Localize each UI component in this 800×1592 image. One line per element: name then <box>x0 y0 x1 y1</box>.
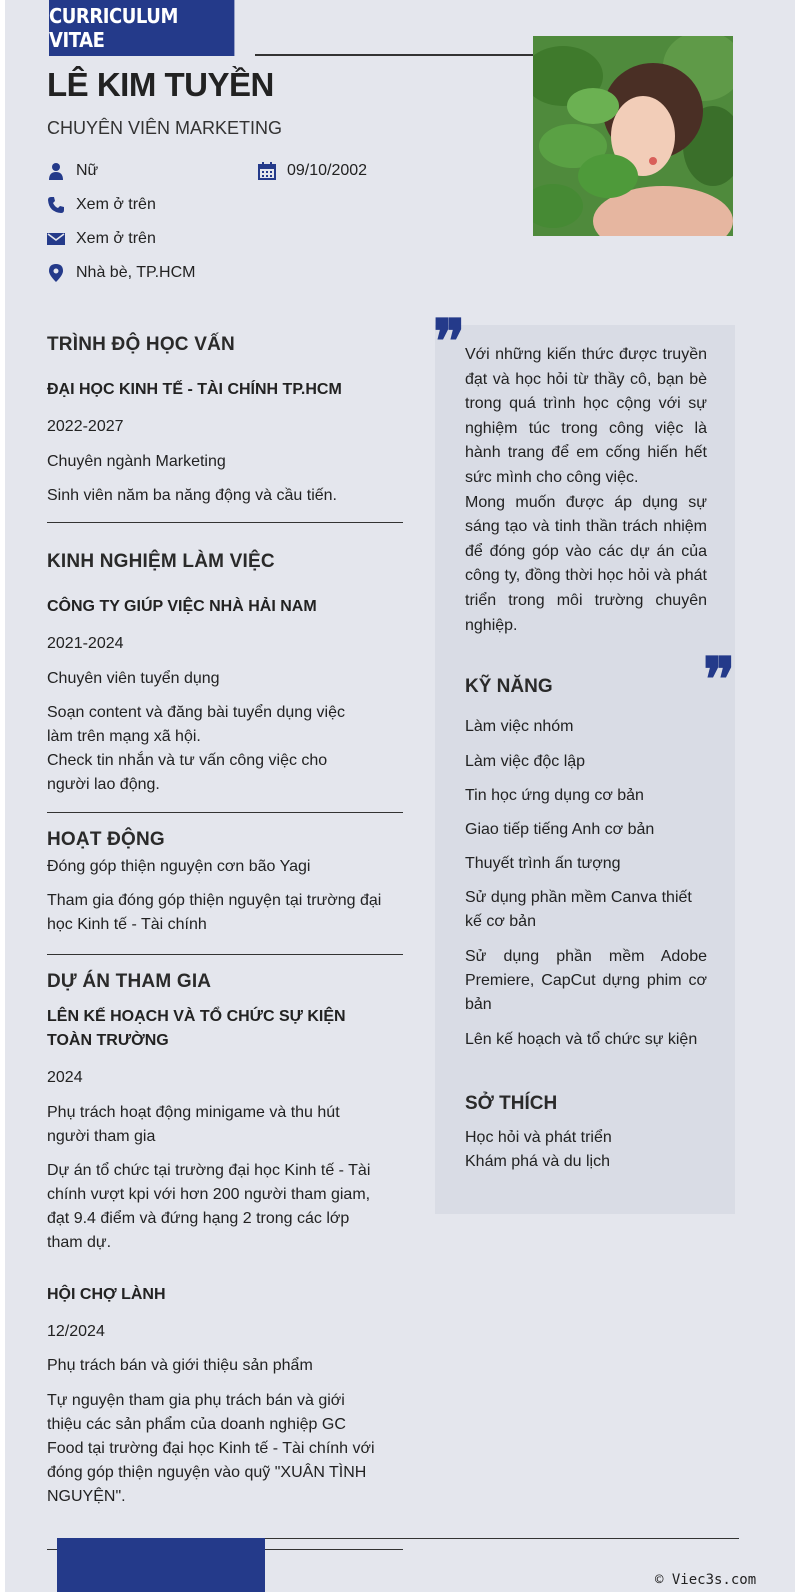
experience-company: CÔNG TY GIÚP VIỆC NHÀ HẢI NAM <box>47 598 317 615</box>
person-icon <box>47 162 65 180</box>
activity-item-1: Đóng góp thiện nguyện cơn bão Yagi <box>47 858 311 875</box>
education-divider <box>47 522 403 523</box>
experience-duty-1: Soạn content và đăng bài tuyển dụng việc làm trên mạng xã hội. <box>47 704 345 745</box>
hobbies-heading: SỞ THÍCH <box>465 1093 558 1114</box>
education-period: 2022-2027 <box>47 418 124 435</box>
email-value: Xem ở trên <box>76 230 156 247</box>
activities-heading: HOẠT ĐỘNG <box>47 829 165 850</box>
candidate-title: CHUYÊN VIÊN MARKETING <box>47 118 283 138</box>
skill-item: Sử dụng phần mềm Adobe Premiere, CapCut dựng phim cơ bản <box>465 948 707 1013</box>
skill-item: Giao tiếp tiếng Anh cơ bản <box>465 821 655 838</box>
mail-icon <box>47 230 65 248</box>
experience-divider <box>47 812 403 813</box>
skills-heading: KỸ NĂNG <box>465 676 553 697</box>
project-2-title: HỘI CHỢ LÀNH <box>47 1286 166 1303</box>
summary-paragraph-1: Với những kiến thức được truyền đạt và học hỏi từ thầy cô, bạn bè trong quá trình học cộng với sự nghiệm túc trong công việc là hành trang để em cống hiến hết sức mình cho công việc. <box>465 346 707 486</box>
phone-row <box>47 196 156 214</box>
open-quote-icon: ❞ <box>433 307 466 377</box>
skill-item: Lên kế hoạch và tổ chức sự kiện <box>465 1031 698 1048</box>
phone-value: Xem ở trên <box>76 196 156 213</box>
gender-value: Nữ <box>76 162 99 179</box>
email-row <box>47 230 156 248</box>
education-school: ĐẠI HỌC KINH TẾ - TÀI CHÍNH TP.HCM <box>47 381 342 398</box>
project-1-role: Phụ trách hoạt động minigame và thu hút người tham gia <box>47 1104 340 1145</box>
project-1-title: LÊN KẾ HOẠCH VÀ TỔ CHỨC SỰ KIỆN TOÀN TRƯỜNG <box>47 1008 346 1049</box>
profile-photo <box>533 36 733 236</box>
project-1-description: Dự án tổ chức tại trường đại học Kinh tế - Tài chính vượt kpi với hơn 200 người tham giam, đạt 9.4 điểm và đứng hạng 2 trong các lớp tham dự. <box>47 1162 371 1251</box>
portrait-image <box>533 36 733 236</box>
header-divider <box>255 54 533 56</box>
bottom-banner <box>57 1538 265 1592</box>
summary-paragraph-2: Mong muốn được áp dụng sự sáng tạo và tinh thần trách nhiệm để đóng góp vào các dự án của công ty, đồng thời học hỏi và phát triển trong môi trường chuyên nghiệp. <box>465 493 707 634</box>
career-summary <box>465 343 707 638</box>
project-2-description: Tự nguyện tham gia phụ trách bán và giới thiệu các sản phẩm của doanh nghiệp GC Food tại trường đại học Kinh tế - Tài chính với đóng góp thiện nguyện vào quỹ "XUÂN TÌNH NGUYỆN". <box>47 1392 375 1505</box>
experience-position: Chuyên viên tuyển dụng <box>47 670 220 687</box>
experience-duty-2: Check tin nhắn và tư vấn công việc cho người lao động. <box>47 752 328 793</box>
activity-item-2: Tham gia đóng góp thiện nguyện tại trường đại học Kinh tế - Tài chính <box>47 892 382 933</box>
address-row <box>47 264 195 282</box>
phone-icon <box>47 196 65 214</box>
candidate-name: LÊ KIM TUYỀN <box>47 66 274 103</box>
birthdate-row <box>258 162 367 180</box>
project-2-date: 12/2024 <box>47 1323 105 1340</box>
address-value: Nhà bè, TP.HCM <box>76 264 196 281</box>
skill-item: Làm việc nhóm <box>465 718 574 735</box>
experience-period: 2021-2024 <box>47 635 124 652</box>
location-pin-icon <box>47 264 65 282</box>
project-2-role: Phụ trách bán và giới thiệu sản phẩm <box>47 1357 313 1374</box>
education-heading: TRÌNH ĐỘ HỌC VẤN <box>47 334 235 355</box>
experience-heading: KINH NGHIỆM LÀM VIỆC <box>47 551 275 572</box>
birthdate-value: 09/10/2002 <box>287 162 368 179</box>
skill-item: Làm việc độc lập <box>465 753 586 770</box>
gender-row <box>47 162 98 180</box>
project-1-date: 2024 <box>47 1069 83 1086</box>
hobby-item-1: Học hỏi và phát triển <box>465 1129 612 1146</box>
skill-item: Tin học ứng dụng cơ bản <box>465 787 644 804</box>
hobby-item-2: Khám phá và du lịch <box>465 1153 610 1170</box>
close-quote-icon: ❞ <box>703 645 736 715</box>
bottom-divider-right <box>265 1538 739 1539</box>
education-major: Chuyên ngành Marketing <box>47 453 226 470</box>
education-description: Sinh viên năm ba năng động và cầu tiến. <box>47 487 337 504</box>
cv-banner: CURRICULUM VITAE <box>49 0 234 56</box>
activities-divider <box>47 954 403 955</box>
footer-credit: © Viec3s.com <box>655 1572 757 1588</box>
skill-item: Sử dụng phần mềm Canva thiết kế cơ bản <box>465 889 692 930</box>
skill-item: Thuyết trình ấn tượng <box>465 855 621 872</box>
calendar-icon <box>258 162 276 180</box>
projects-heading: DỰ ÁN THAM GIA <box>47 971 212 992</box>
